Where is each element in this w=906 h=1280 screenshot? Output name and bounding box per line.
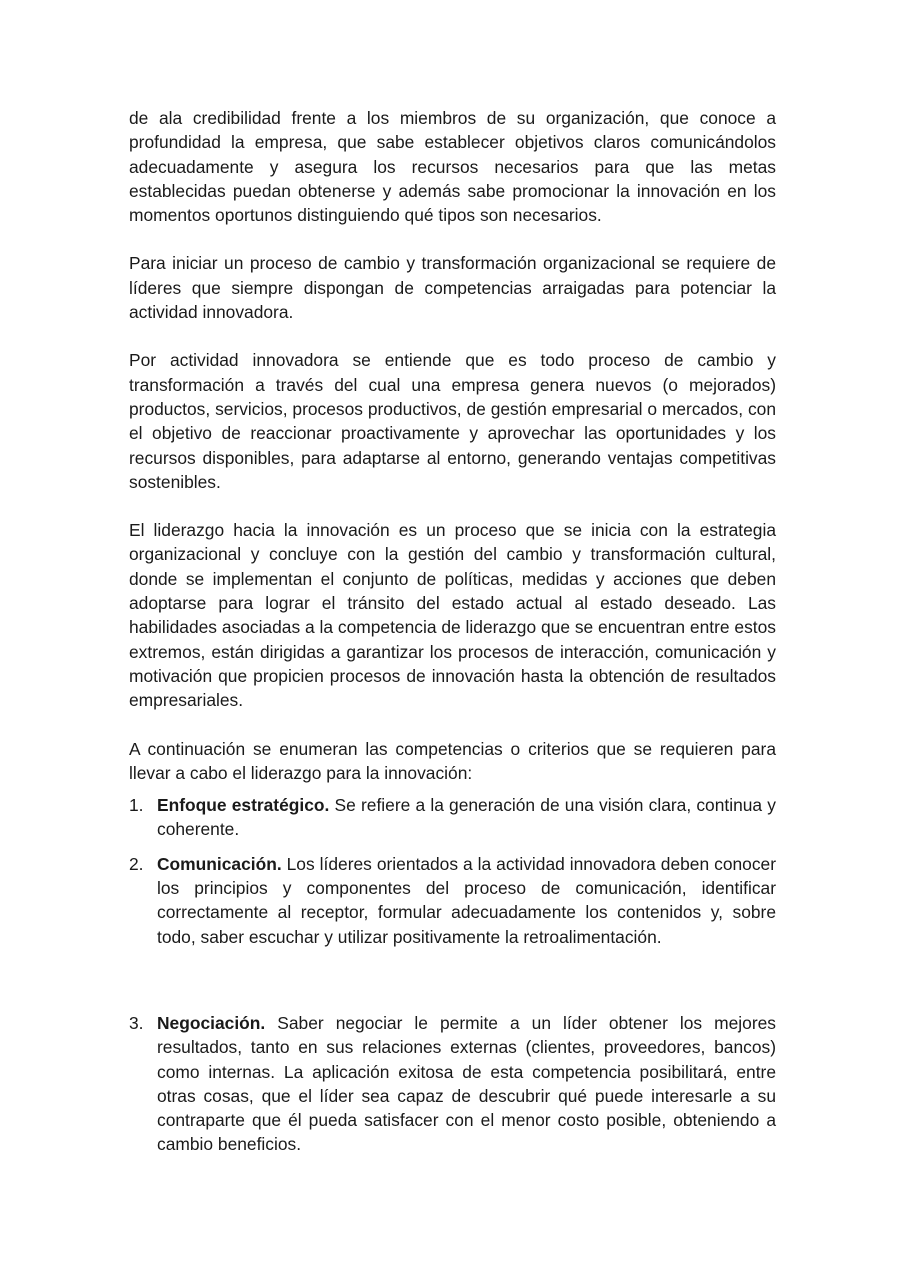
paragraph-credibility: de ala credibilidad frente a los miembros de su organización, que conoce a profundidad la empresa, que sabe establecer objetivos claros comunicándolos adecuadamente y asegura los recursos necesarios para que las metas establecidas puedan obtenerse y además sabe promocionar la innovación en los momentos oportunos distinguiendo qué tipos son necesarios. [129, 108, 776, 226]
paragraph-criteria-intro: A continuación se enumeran las competencias o criterios que se requieren para llevar a cabo el liderazgo para la innovación: [129, 738, 776, 783]
criteria-item-communication [129, 852, 776, 949]
list-number: 1. [129, 795, 144, 816]
criteria-term: Enfoque estratégico. [157, 795, 330, 816]
list-number: 2. [129, 853, 144, 874]
criteria-item-negotiation [129, 1011, 776, 1157]
paragraph-change-process: Para iniciar un proceso de cambio y transformación organizacional se requiere de líderes que siempre dispongan de competencias arraigadas para potenciar la actividad innovadora. [129, 253, 776, 323]
criteria-item-strategic-focus [129, 793, 776, 842]
criteria-term: Negociación. [157, 1012, 266, 1033]
criteria-list [129, 793, 776, 1157]
document-body [129, 106, 776, 1167]
list-number: 3. [129, 1012, 144, 1033]
criteria-term: Comunicación. [157, 853, 282, 874]
criteria-text: Saber negociar le permite a un líder obtener los mejores resultados, tanto en sus relaciones externas (clientes, proveedores, bancos) como internas. La aplicación exitosa de esta competencia posibilitará, entre otras cosas, que el líder sea capaz de descubrir qué puede interesarle a su contraparte que él pueda satisfacer con el menor costo posible, obteniendo a cambio beneficios. [157, 1012, 776, 1155]
criteria-text: Se refiere a la generación de una visión clara, continua y coherente. [157, 795, 776, 840]
paragraph-leadership: El liderazgo hacia la innovación es un proceso que se inicia con la estrategia organizacional y concluye con la gestión del cambio y transformación cultural, donde se implementan el conjunto de políticas, medidas y acciones que deben adoptarse para lograr el tránsito del estado actual al estado deseado. Las habilidades asociadas a la competencia de liderazgo que se encuentran entre estos extremos, están dirigidas a garantizar los procesos de interacción, comunicación y motivación que propicien procesos de innovación hasta la obtención de resultados empresariales. [129, 520, 776, 711]
criteria-text: Los líderes orientados a la actividad innovadora deben conocer los principios y componentes del proceso de comunicación, identificar correctamente al receptor, formular adecuadamente los contenidos y, sobre todo, saber escuchar y utilizar positivamente la retroalimentación. [157, 853, 776, 947]
paragraph-innovative-activity: Por actividad innovadora se entiende que es todo proceso de cambio y transformación a través del cual una empresa genera nuevos (o mejorados) productos, servicios, procesos productivos, de gestión empresarial o mercados, con el objetivo de reaccionar proactivamente y aprovechar las oportunidades y los recursos disponibles, para adaptarse al entorno, generando ventajas competitivas sostenibles. [129, 350, 776, 492]
